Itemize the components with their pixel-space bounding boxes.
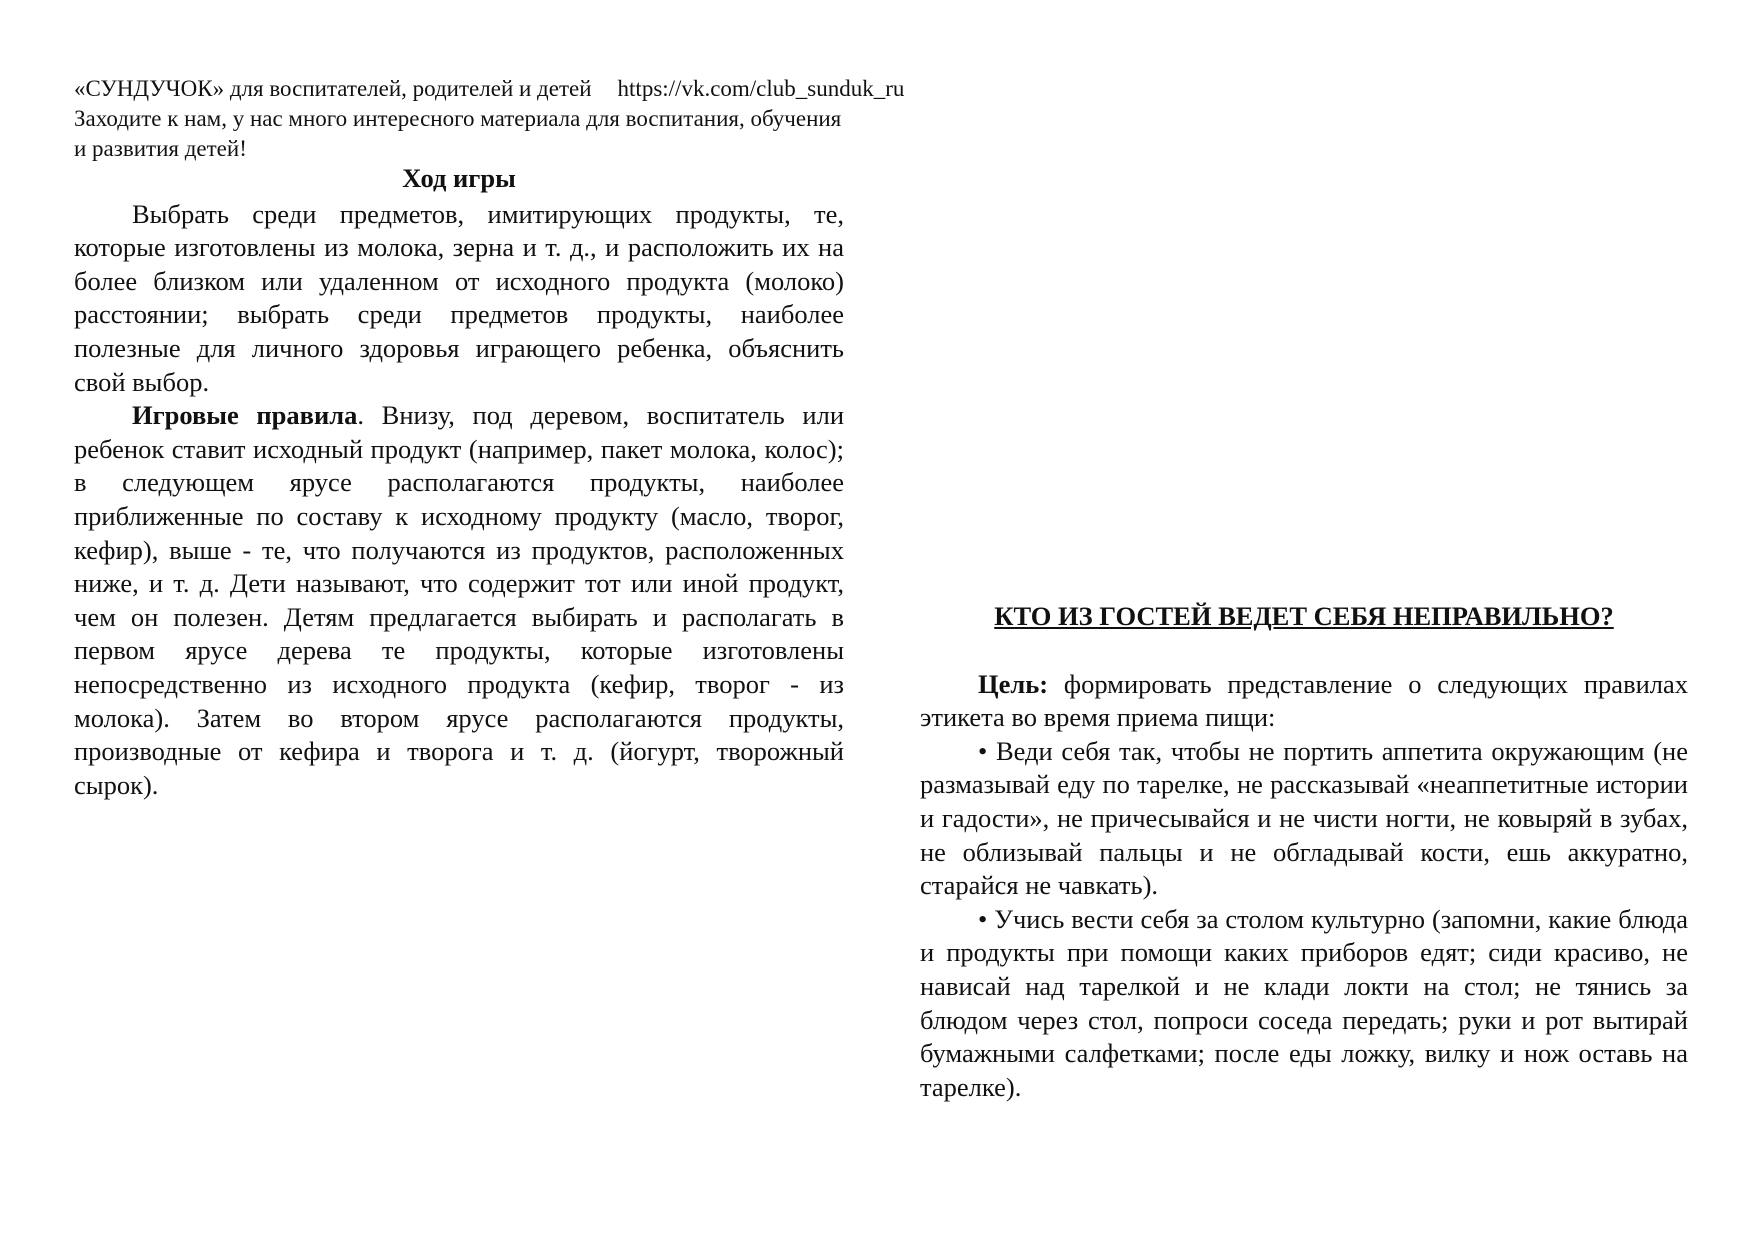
game-flow-paragraph: Выбрать среди предметов, имитирующих продукты, те, которые изготовлены из молока, зерна и т. д., и расположить их на более близком или удаленном от исходного продукта (молоко) расстоянии; выбрать среди предметов продукты, наиболее полезные для личного здоровья играющего ребенка, объяснить свой выбор. bbox=[74, 198, 844, 397]
right-page bbox=[920, 600, 1688, 1104]
header-line-1 bbox=[74, 74, 1014, 104]
game-rules-paragraph bbox=[74, 399, 844, 802]
header-line-2: Заходите к нам, у нас много интересного материала для воспитания, обучения bbox=[74, 106, 842, 131]
section-title-game-flow: Ход игры bbox=[402, 163, 516, 193]
header-url-link[interactable]: https://vk.com/club_sunduk_ru bbox=[617, 76, 905, 101]
game-title: КТО ИЗ ГОСТЕЙ ВЕДЕТ СЕБЯ НЕПРАВИЛЬНО? bbox=[994, 601, 1614, 631]
game-rules-label: Игровые правила bbox=[132, 400, 358, 431]
goal-paragraph bbox=[920, 668, 1688, 735]
header-site-name: «СУНДУЧОК» для воспитателей, родителей и детей bbox=[74, 76, 592, 101]
header-line-3: и развития детей! bbox=[74, 136, 247, 161]
rule-bullet-2: • Учись вести себя за столом культурно (запомни, какие блюда и продукты при помощи каких приборов едят; сиди красиво, не нависай над тарелкой и не клади локти на стол; не тянись за блюдом через стол, попроси соседа передать; руки и рот вытирай бумажными салфетками; после еды ложку, вилку и нож оставь на тарелке). bbox=[920, 903, 1688, 1102]
goal-label: Цель: bbox=[978, 668, 1049, 699]
game-rules-text: . Внизу, под деревом, воспитатель или ребенок ставит исходный продукт (например, пакет молока, колос); в следующем ярусе располагаются продукты, наиболее приближенные по составу к исходному продукту (масло, творог, кефир), выше - те, что получаются из продуктов, расположенных ниже, и т. д. Дети называют, что содержит тот или иной продукт, чем он полезен. Детям предлагается выбирать и располагать в первом ярусе дерева те продукты, которые изготовлены непосредственно из исходного продукта (кефир, творог - из молока). Затем во втором ярусе располагаются продукты, производные от кефира и творога и т. д. (йогурт, творожный сырок). bbox=[74, 400, 844, 800]
page-header bbox=[74, 74, 1014, 164]
left-page bbox=[74, 162, 844, 802]
rule-bullet-1: • Веди себя так, чтобы не портить аппетита окружающим (не размазывай еду по тарелке, не рассказывай «неаппетитные истории и гадости», не причесывайся и не чисти ногти, не ковыряй в зубах, не облизывай пальцы и не обгладывай кости, ешь аккуратно, старайся не чавкать). bbox=[920, 735, 1688, 901]
goal-text: формировать представление о следующих правилах этикета во время приема пищи: bbox=[920, 668, 1688, 733]
